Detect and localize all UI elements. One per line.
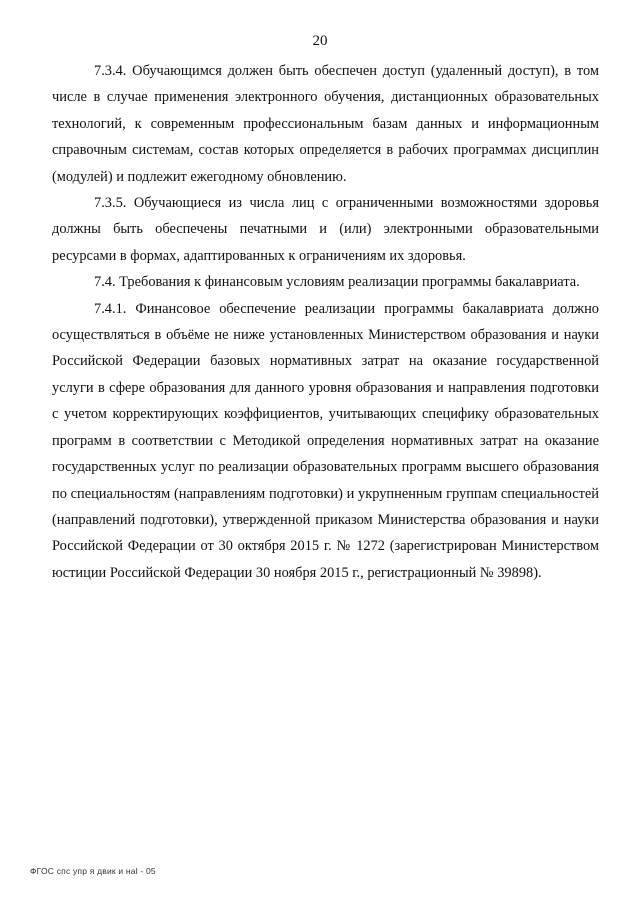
- page-number: 20: [312, 33, 328, 49]
- document-body: [52, 58, 599, 586]
- paragraph-7-4: 7.4. Требования к финансовым условиям реализации программы бакалавриата.: [94, 274, 580, 291]
- paragraph-7-3-5: 7.3.5. Обучающиеся из числа лиц с ограниченными возможностями здоровья должны быть обеспечены печатными и (или) электронными образовательными ресурсами в формах, адаптированных к ограничениям их здоровья.: [52, 195, 599, 264]
- page-footer: ФГОС спс упр я двик и наl - 05: [30, 866, 156, 876]
- paragraph-7-4-1: 7.4.1. Финансовое обеспечение реализации программы бакалавриата должно осуществляться в объёме не ниже установленных Министерством образования и науки Российской Федерации базовых нормативных затрат на оказание государственной услуги в сфере образования для данного уровня образования и направления подготовки с учетом корректирующих коэффициентов, учитывающих специфику образовательных программ в соответствии с Методикой определения нормативных затрат на оказание государственных услуг по реализации образовательных программ высшего образования по специальностям (направлениям подготовки) и укрупненным группам специальностей (направлений подготовки), утвержденной приказом Министерства образования и науки Российской Федерации от 30 октября 2015 г. № 1272 (зарегистрирован Министерством юстиции Российской Федерации 30 ноября 2015 г., регистрационный № 39898).: [52, 300, 599, 581]
- paragraph-7-3-4: 7.3.4. Обучающимся должен быть обеспечен доступ (удаленный доступ), в том числе в случае применения электронного обучения, дистанционных образовательных технологий, к современным профессиональным базам данных и информационным справочным системам, состав которых определяется в рабочих программах дисциплин (модулей) и подлежит ежегодному обновлению.: [52, 63, 599, 185]
